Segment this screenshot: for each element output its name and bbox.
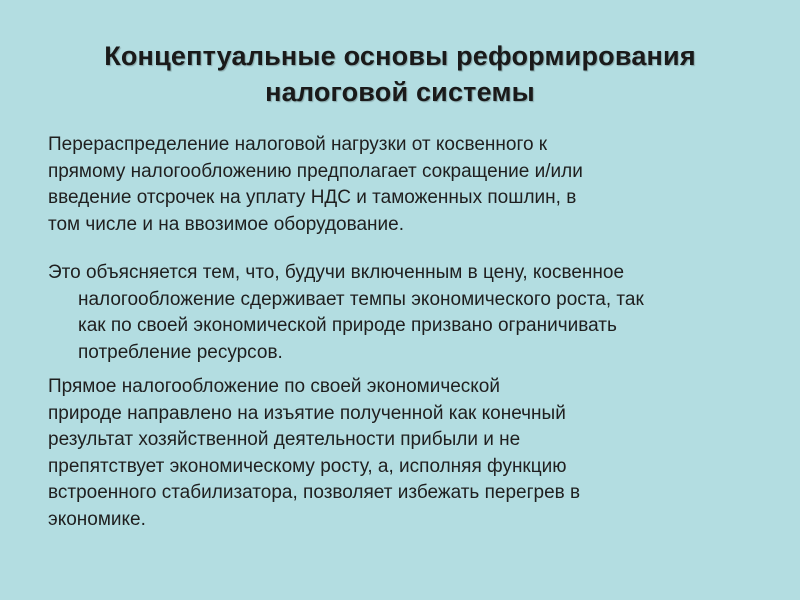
paragraph-line: Это объясняется тем, что, будучи включенным в цену, косвенное: [48, 262, 625, 283]
paragraph-line: природе направлено на изъятие полученной как конечный: [48, 402, 566, 424]
paragraph-line: результат хозяйственной деятельности прибыли и не: [48, 429, 521, 450]
paragraph-line: экономике.: [48, 508, 146, 530]
paragraph-line: Перераспределение налоговой нагрузки от косвенного к: [48, 134, 548, 155]
paragraph-line: налогообложение сдерживает темпы экономического роста, так: [78, 288, 644, 310]
paragraph-line: введение отсрочек на уплату НДС и таможенных пошлин, в: [48, 187, 577, 208]
paragraph-line: прямому налогообложению предполагает сокращение и/или: [48, 160, 583, 182]
paragraph-line: препятствует экономическому росту, а, исполняя функцию: [48, 455, 567, 477]
paragraph-line: встроенного стабилизатора, позволяет избежать перегрев в: [48, 482, 581, 503]
paragraph-line: как по своей экономической природе призвано ограничивать: [78, 315, 617, 336]
paragraph-line: том числе и на ввозимое оборудование.: [48, 213, 404, 235]
paragraph-tax-redistribution: [48, 132, 583, 238]
slide-title-line-2: налоговой системы: [265, 77, 535, 107]
paragraph-line: Прямое налогообложение по своей экономической: [48, 376, 500, 397]
paragraph-line: потребление ресурсов.: [78, 341, 283, 363]
paragraph-direct-taxation: [48, 374, 580, 533]
slide-title: [40, 38, 760, 110]
paragraph-indirect-taxation: [48, 260, 644, 366]
slide-title-line-1: Концептуальные основы реформирования: [104, 41, 696, 71]
